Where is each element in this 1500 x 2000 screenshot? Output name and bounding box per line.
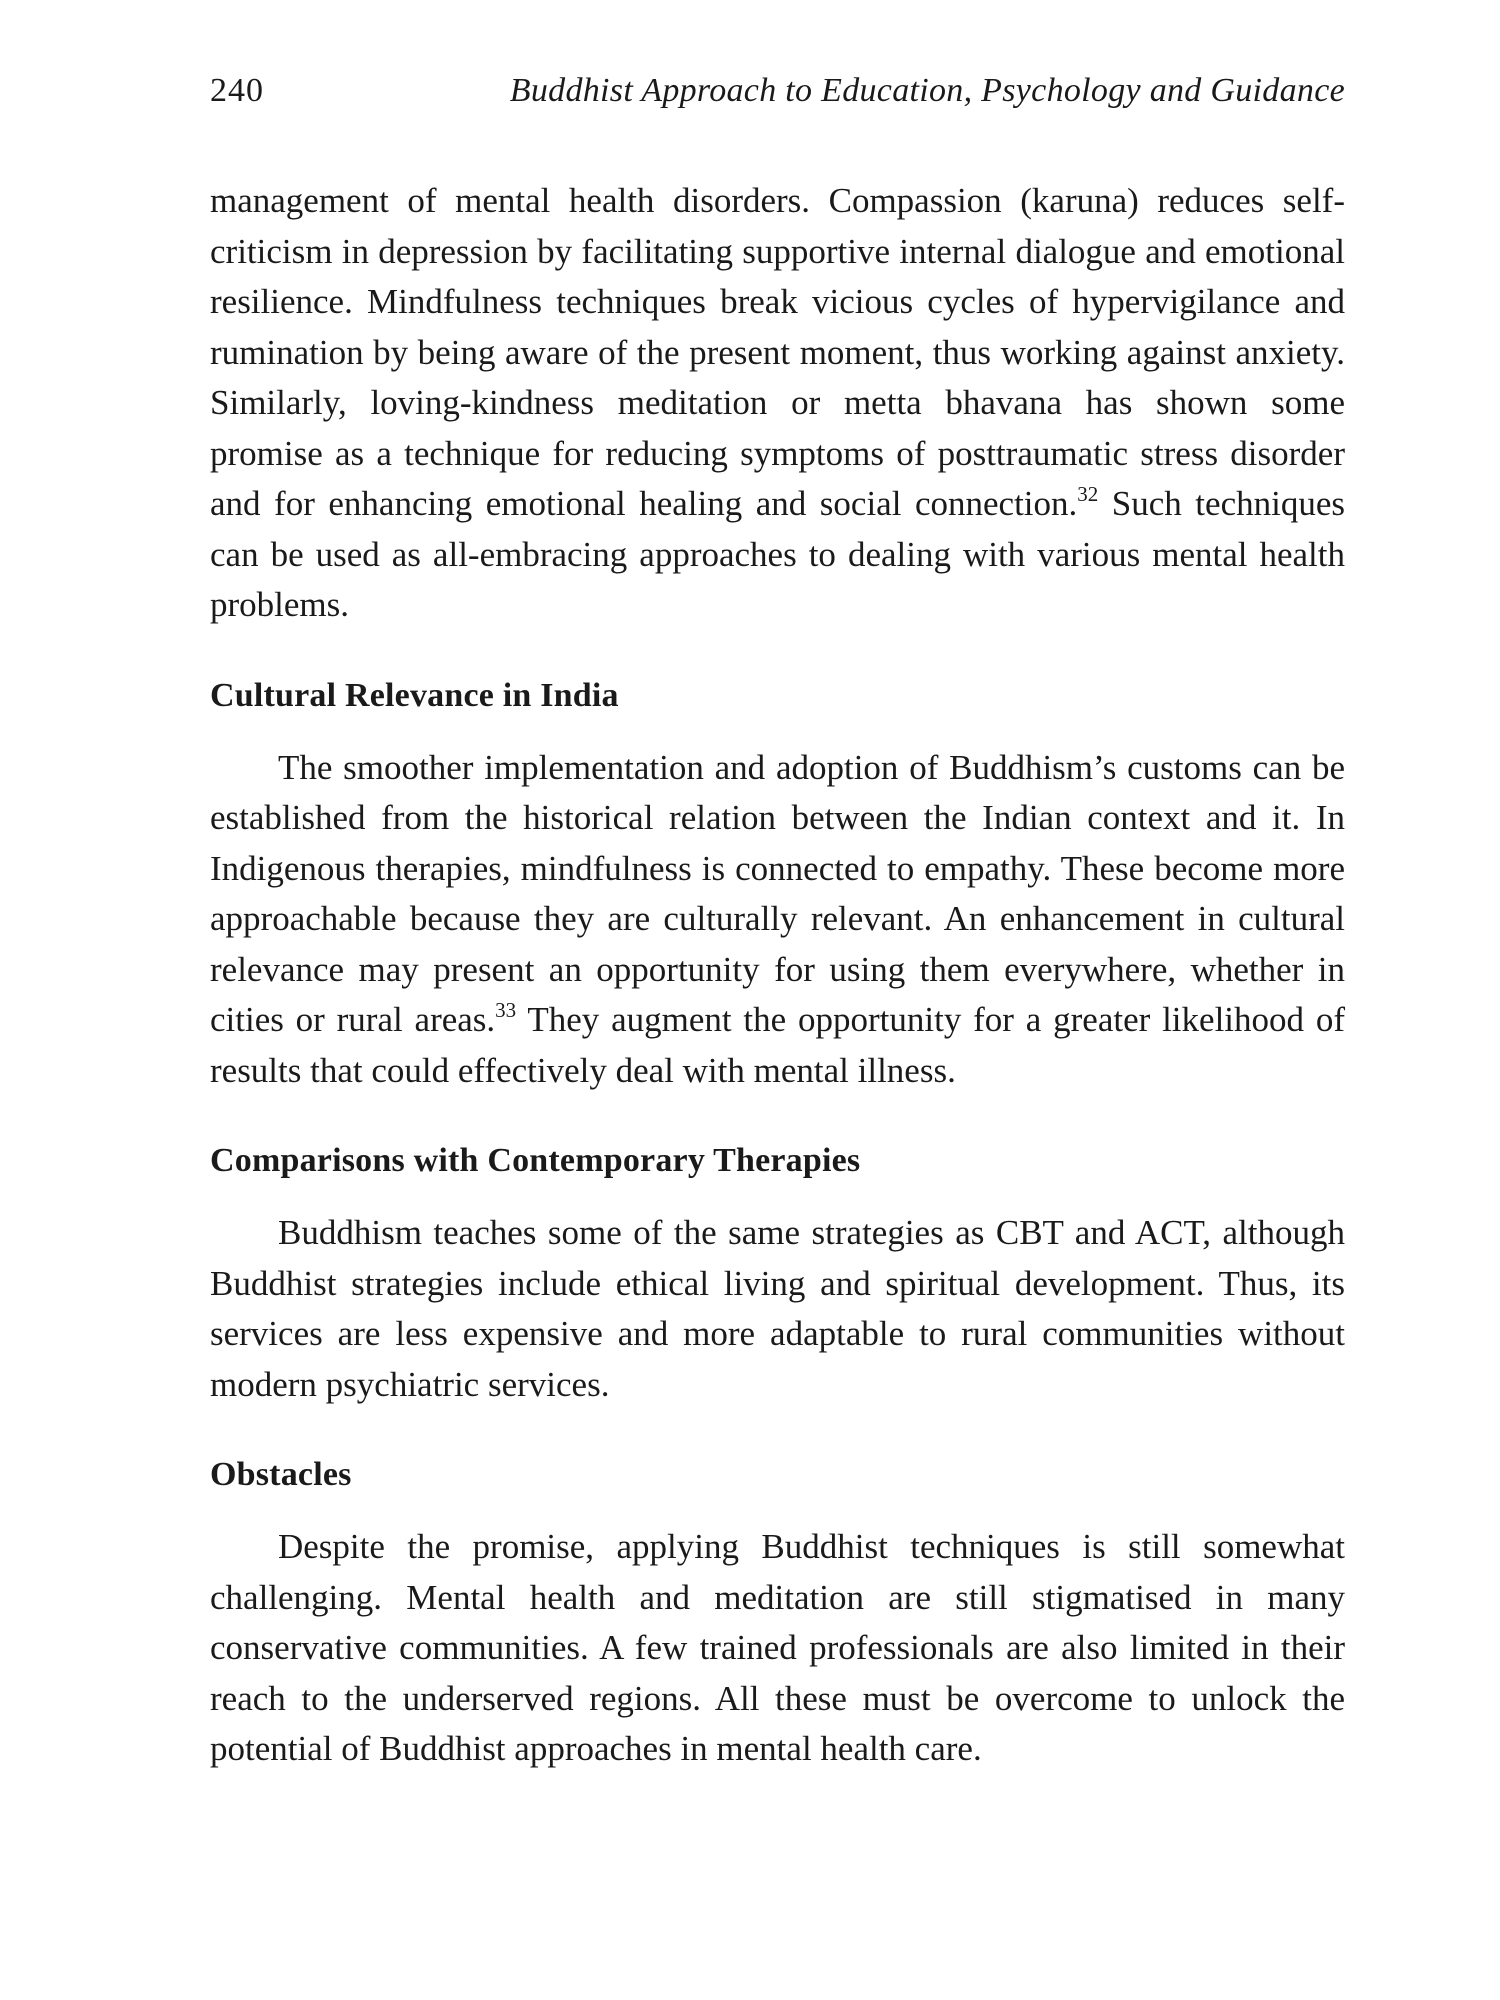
- section-heading-obstacles: Obstacles: [210, 1456, 352, 1493]
- section-heading-comparisons: Comparisons with Contemporary Therapies: [210, 1142, 861, 1179]
- paragraph-text: management of mental health disorders. Compassion (karuna) reduces self-criticism in depression by facilitating supportive internal dialogue and emotional resilience. Mindfulness techniques break vicious cycles of hypervigilance and rumination by being aware of the present moment, thus working against anxiety. Similarly, loving-kindness meditation or metta bhavana has shown some promise as a technique for reducing symptoms of posttraumatic stress disorder and for enhancing emotional healing and social connection.: [210, 181, 1345, 523]
- spacer: [210, 721, 1345, 743]
- paragraph-text: Such techniques can be used as all-embracing approaches to dealing with various mental health problems.: [210, 484, 1345, 624]
- section-heading-cultural-relevance: Cultural Relevance in India: [210, 676, 619, 714]
- footnote-marker: 32: [1077, 482, 1099, 506]
- spacer: [210, 631, 1345, 671]
- spacer: [210, 1096, 1345, 1136]
- paragraph-text: They augment the opportunity for a greater likelihood of results that could effectively deal with mental illness.: [210, 1000, 1345, 1090]
- running-head: [210, 72, 1345, 122]
- body-text: [210, 176, 1345, 1775]
- page-number: 240: [210, 72, 264, 109]
- running-title: Buddhist Approach to Education, Psychology and Guidance: [509, 72, 1345, 109]
- paragraph-text: The smoother implementation and adoption of Buddhism’s customs can be established from the historical relation between the Indian context and it. In Indigenous therapies, mindfulness is connected to empathy. These become more approachable because they are culturally relevant. An enhancement in cultural relevance may present an opportunity for using them everywhere, whether in cities or rural areas.: [210, 747, 1345, 1039]
- footnote-marker: 33: [495, 998, 517, 1022]
- paragraph-cultural-relevance: [210, 743, 1345, 1097]
- paragraph-obstacles: Despite the promise, applying Buddhist techniques is still somewhat challenging. Mental health and meditation are still stigmatised in many conservative communities. A few trained professionals are also limited in their reach to the underserved regions. All these must be overcome to unlock the potential of Buddhist approaches in mental health care.: [210, 1527, 1345, 1768]
- spacer: [210, 1500, 1345, 1522]
- spacer: [210, 1186, 1345, 1208]
- paragraph-comparisons: Buddhism teaches some of the same strategies as CBT and ACT, although Buddhist strategies include ethical living and spiritual development. Thus, its services are less expensive and more adaptable to rural communities without modern psychiatric services.: [210, 1213, 1345, 1404]
- paragraph-continuation: [210, 176, 1345, 631]
- spacer: [210, 1410, 1345, 1450]
